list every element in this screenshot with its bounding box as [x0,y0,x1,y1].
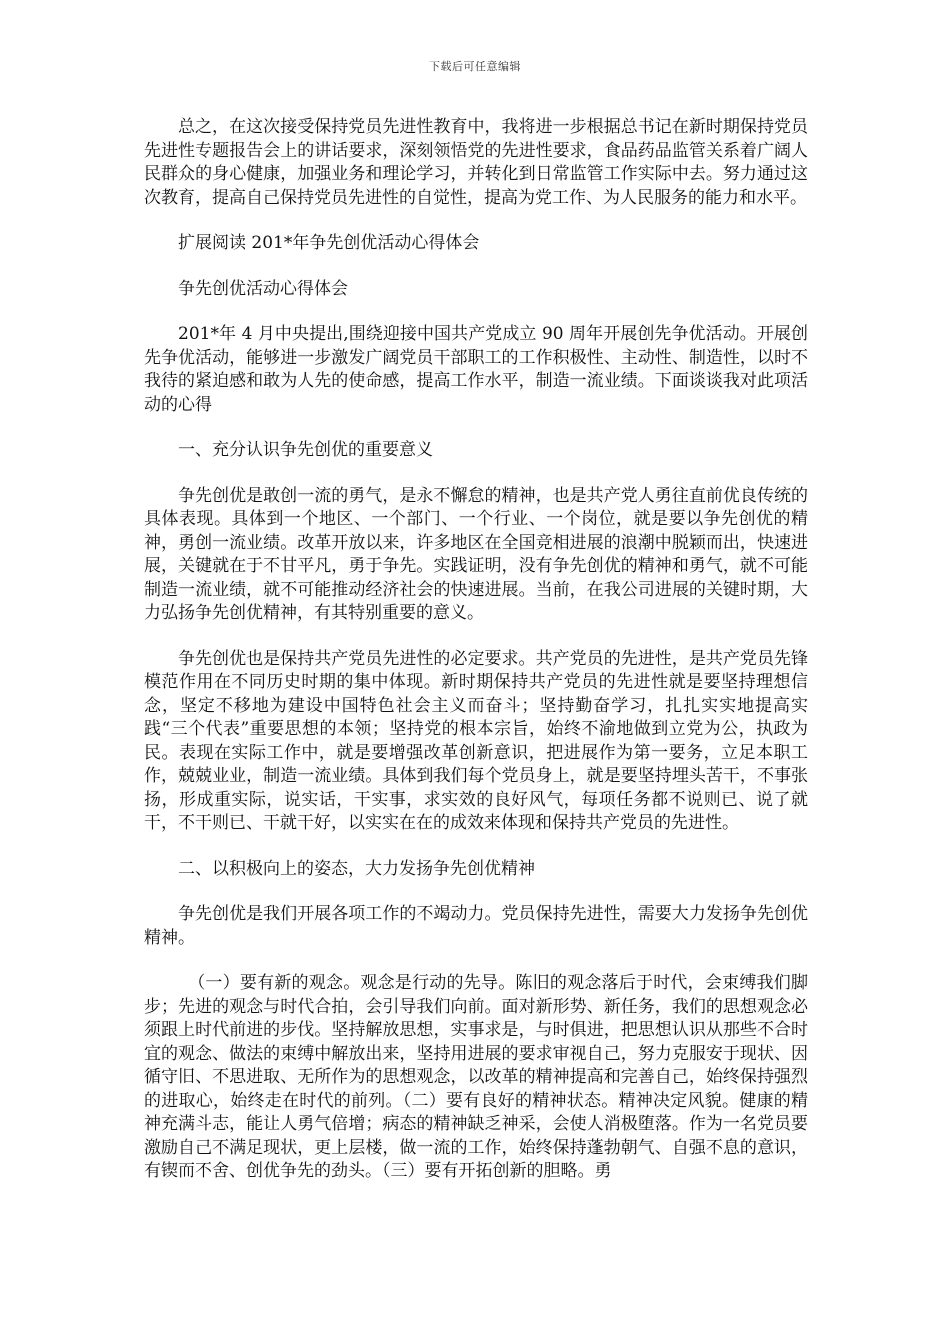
document-body [144,116,808,1206]
article-title: 争先创优活动心得体会 [178,278,348,299]
paragraph-advanced-nature: 争先创优也是保持共产党员先进性的必定要求。共产党员的先进性，是共产党员先锋模范作用在不同历史时期的集中体现。新时期保持共产党员的先进性就是要坚持理想信念，坚定不移地为建设中国特色社会主义而奋斗；坚持勤奋学习，扎扎实实地提高实践“三个代表”重要思想的本领；坚持党的根本宗旨，始终不渝地做到立党为公，执政为民。表现在实际工作中，就是要增强改革创新意识，把进展作为第一要务，立足本职工作，兢兢业业，制造一流业绩。具体到我们每个党员身上，就是要坚持埋头苦干，不事张扬，形成重实际，说实话，干实事，求实效的良好风气，每项任务都不说则已、说了就干，不干则已、干就干好，以实实在在的成效来体现和保持共产党员的先进性。 [144,648,808,833]
paragraph-intro: 201*年 4 月中央提出,围绕迎接中国共产党成立 90 周年开展创先争优活动。开展创先争优活动，能够进一步激发广阔党员干部职工的工作积极性、主动性、制造性，以时不我待的紧迫感和敢为人先的使命感，提高工作水平，制造一流业绩。下面谈谈我对此项活动的心得 [144,324,808,415]
paragraph-significance: 争先创优是敢创一流的勇气，是永不懈怠的精神，也是共产党人勇往直前优良传统的具体表现。具体到一个地区、一个部门、一个行业、一个岗位，就是要以争先创优的精神，勇创一流业绩。改革开放以来，许多地区在全国竞相进展的浪潮中脱颖而出，快速进展，关键就在于不甘平凡，勇于争先。实践证明，没有争先创优的精神和勇气，就不可能制造一流业绩，就不可能推动经济社会的快速进展。当前，在我公司进展的关键时期，大力弘扬争先创优精神，有其特别重要的意义。 [144,485,808,623]
paragraph-conclusion: 总之，在这次接受保持党员先进性教育中，我将进一步根据总书记在新时期保持党员先进性专题报告会上的讲话要求，深刻领悟党的先进性要求，食品药品监管关系着广阔人民群众的身心健康，加强业务和理论学习，并转化到日常监管工作实际中去。努力通过这次教育，提高自己保持党员先进性的自觉性，提高为党工作、为人民服务的能力和水平。 [144,117,808,208]
section-heading-2: 二、以积极向上的姿态，大力发扬争先创优精神 [178,858,535,879]
paragraph-driving-force: 争先创优是我们开展各项工作的不竭动力。党员保持先进性，需要大力发扬争先创优精神。 [144,904,808,948]
section-heading-1: 一、充分认识争先创优的重要意义 [178,440,433,460]
page-header-note: 下载后可任意编辑 [429,60,521,73]
extended-reading-title: 扩展阅读 201*年争先创优活动心得体会 [178,233,480,253]
paragraph-new-concepts: （一）要有新的观念。观念是行动的先导。陈旧的观念落后于时代，会束缚我们脚步；先进的观念与时代合拍，会引导我们向前。面对新形势、新任务，我们的思想观念必须跟上时代前进的步伐。坚持解放思想，实事求是，与时俱进，把思想认识从那些不合时宜的观念、做法的束缚中解放出来，坚持用进展的要求审视自己，努力克服安于现状、因循守旧、不思进取、无所作为的思想观念，以改革的精神提高和完善自己，始终保持强烈的进取心，始终走在时代的前列。（二）要有良好的精神状态。精神决定风貌。健康的精神充满斗志，能让人勇气倍增；病态的精神缺乏神采，会使人消极堕落。作为一名党员要激励自己不满足现状，更上层楼，做一流的工作，始终保持蓬勃朝气、自强不息的意识，有锲而不舍、创优争先的劲头。（三）要有开拓创新的胆略。勇 [144,973,808,1181]
